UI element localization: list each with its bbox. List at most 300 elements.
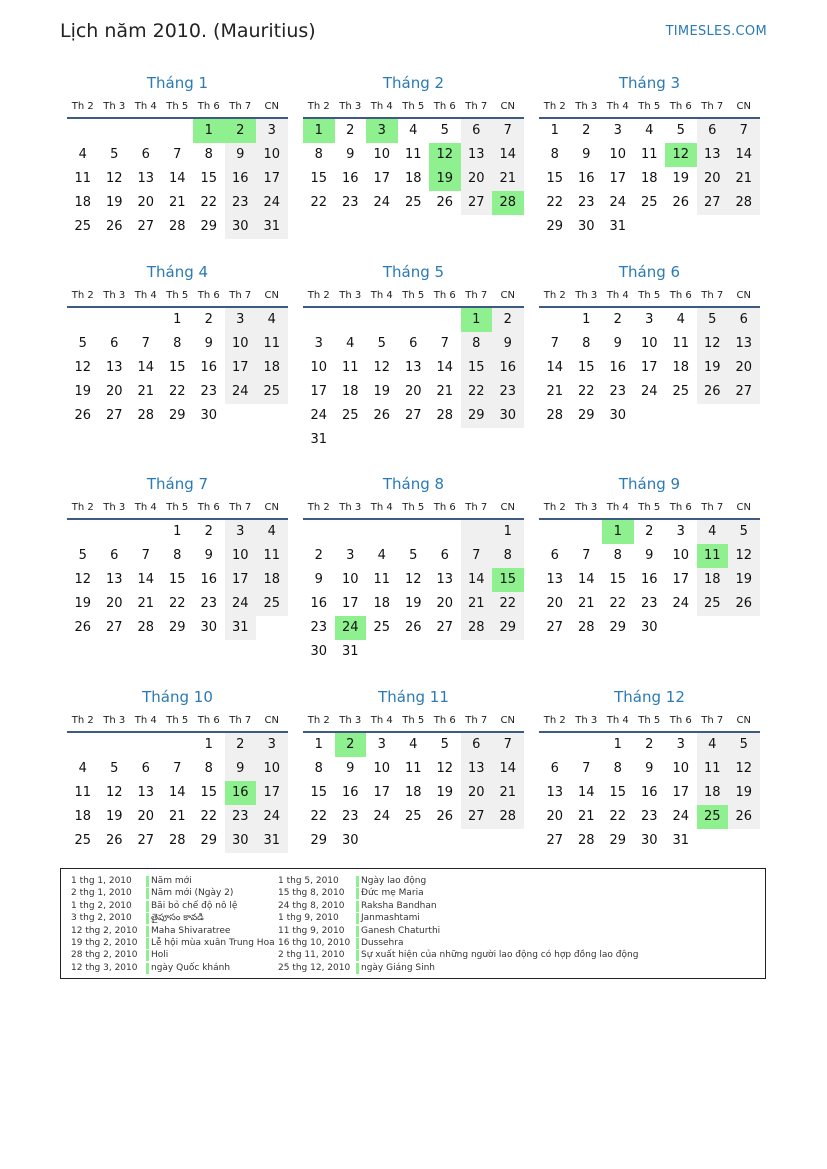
day-cell[interactable]: 10: [373, 147, 391, 162]
day-cell[interactable]: 22: [609, 809, 627, 824]
day-cell[interactable]: 20: [697, 167, 729, 191]
day-cell[interactable]: 13: [728, 332, 760, 356]
day-cell[interactable]: 26: [105, 219, 123, 234]
day-cell[interactable]: 24: [256, 805, 288, 829]
day-cell[interactable]: 8: [173, 548, 182, 563]
day-cell[interactable]: 18: [404, 171, 422, 186]
day-cell[interactable]: 12: [697, 332, 729, 356]
day-cell[interactable]: 16: [200, 572, 218, 587]
day-cell[interactable]: 20: [137, 195, 155, 210]
day-cell[interactable]: 15: [577, 360, 595, 375]
day-cell[interactable]: 21: [436, 384, 454, 399]
day-cell[interactable]: 23: [225, 191, 257, 215]
day-cell[interactable]: 25: [341, 408, 359, 423]
day-cell[interactable]: 20: [546, 809, 564, 824]
day-cell[interactable]: 30: [200, 620, 218, 635]
day-cell[interactable]: 28: [137, 620, 155, 635]
day-cell[interactable]: 2: [645, 737, 654, 752]
day-cell[interactable]: 26: [74, 408, 92, 423]
day-cell[interactable]: 6: [697, 119, 729, 143]
day-cell[interactable]: 26: [373, 408, 391, 423]
day-cell[interactable]: 11: [697, 757, 729, 781]
day-cell[interactable]: 2: [492, 308, 524, 332]
day-cell[interactable]: 3: [256, 119, 288, 143]
holiday-day-cell[interactable]: 1: [303, 119, 335, 143]
day-cell[interactable]: 25: [640, 195, 658, 210]
day-cell[interactable]: 13: [105, 360, 123, 375]
day-cell[interactable]: 19: [728, 781, 760, 805]
day-cell[interactable]: 1: [582, 312, 591, 327]
day-cell[interactable]: 24: [609, 195, 627, 210]
day-cell[interactable]: 5: [728, 520, 760, 544]
day-cell[interactable]: 21: [492, 781, 524, 805]
day-cell[interactable]: 17: [256, 781, 288, 805]
day-cell[interactable]: 29: [461, 404, 493, 428]
day-cell[interactable]: 12: [728, 544, 760, 568]
day-cell[interactable]: 15: [168, 572, 186, 587]
day-cell[interactable]: 4: [377, 548, 386, 563]
day-cell[interactable]: 18: [341, 384, 359, 399]
day-cell[interactable]: 2: [613, 312, 622, 327]
day-cell[interactable]: 17: [373, 171, 391, 186]
day-cell[interactable]: 31: [256, 829, 288, 853]
day-cell[interactable]: 26: [436, 195, 454, 210]
day-cell[interactable]: 15: [310, 171, 328, 186]
day-cell[interactable]: 2: [582, 123, 591, 138]
day-cell[interactable]: 8: [461, 332, 493, 356]
day-cell[interactable]: 28: [137, 408, 155, 423]
day-cell[interactable]: 5: [78, 548, 87, 563]
day-cell[interactable]: 5: [377, 336, 386, 351]
day-cell[interactable]: 30: [577, 219, 595, 234]
day-cell[interactable]: 14: [137, 360, 155, 375]
day-cell[interactable]: 24: [310, 408, 328, 423]
day-cell[interactable]: 17: [672, 572, 690, 587]
day-cell[interactable]: 23: [200, 596, 218, 611]
day-cell[interactable]: 11: [404, 147, 422, 162]
day-cell[interactable]: 9: [346, 761, 355, 776]
day-cell[interactable]: 26: [728, 592, 760, 616]
day-cell[interactable]: 23: [577, 195, 595, 210]
day-cell[interactable]: 26: [74, 620, 92, 635]
day-cell[interactable]: 6: [461, 733, 493, 757]
day-cell[interactable]: 21: [461, 592, 493, 616]
day-cell[interactable]: 24: [640, 384, 658, 399]
day-cell[interactable]: 16: [577, 171, 595, 186]
holiday-day-cell[interactable]: 28: [492, 191, 524, 215]
day-cell[interactable]: 11: [640, 147, 658, 162]
day-cell[interactable]: 27: [404, 408, 422, 423]
day-cell[interactable]: 13: [697, 143, 729, 167]
day-cell[interactable]: 9: [225, 143, 257, 167]
day-cell[interactable]: 18: [697, 568, 729, 592]
day-cell[interactable]: 22: [168, 596, 186, 611]
day-cell[interactable]: 27: [436, 620, 454, 635]
day-cell[interactable]: 8: [314, 147, 323, 162]
day-cell[interactable]: 24: [672, 596, 690, 611]
day-cell[interactable]: 16: [609, 360, 627, 375]
day-cell[interactable]: 20: [105, 384, 123, 399]
day-cell[interactable]: 28: [168, 833, 186, 848]
day-cell[interactable]: 8: [613, 548, 622, 563]
day-cell[interactable]: 7: [461, 544, 493, 568]
day-cell[interactable]: 10: [256, 757, 288, 781]
day-cell[interactable]: 6: [550, 548, 559, 563]
day-cell[interactable]: 1: [492, 520, 524, 544]
day-cell[interactable]: 9: [492, 332, 524, 356]
day-cell[interactable]: 29: [609, 620, 627, 635]
day-cell[interactable]: 29: [577, 408, 595, 423]
holiday-day-cell[interactable]: 1: [193, 119, 225, 143]
day-cell[interactable]: 16: [492, 356, 524, 380]
day-cell[interactable]: 30: [225, 829, 257, 853]
day-cell[interactable]: 4: [78, 761, 87, 776]
day-cell[interactable]: 7: [728, 119, 760, 143]
day-cell[interactable]: 30: [492, 404, 524, 428]
day-cell[interactable]: 28: [461, 616, 493, 640]
day-cell[interactable]: 25: [74, 219, 92, 234]
day-cell[interactable]: 9: [346, 147, 355, 162]
day-cell[interactable]: 26: [672, 195, 690, 210]
day-cell[interactable]: 27: [697, 191, 729, 215]
day-cell[interactable]: 22: [200, 809, 218, 824]
day-cell[interactable]: 27: [728, 380, 760, 404]
day-cell[interactable]: 3: [676, 524, 685, 539]
day-cell[interactable]: 24: [225, 592, 257, 616]
day-cell[interactable]: 20: [137, 809, 155, 824]
day-cell[interactable]: 16: [310, 596, 328, 611]
day-cell[interactable]: 4: [697, 520, 729, 544]
day-cell[interactable]: 12: [728, 757, 760, 781]
day-cell[interactable]: 9: [645, 761, 654, 776]
holiday-day-cell[interactable]: 19: [429, 167, 461, 191]
day-cell[interactable]: 10: [225, 332, 257, 356]
day-cell[interactable]: 25: [373, 620, 391, 635]
day-cell[interactable]: 18: [74, 809, 92, 824]
day-cell[interactable]: 26: [728, 805, 760, 829]
day-cell[interactable]: 23: [640, 596, 658, 611]
day-cell[interactable]: 14: [137, 572, 155, 587]
day-cell[interactable]: 22: [200, 195, 218, 210]
day-cell[interactable]: 14: [577, 572, 595, 587]
day-cell[interactable]: 12: [74, 572, 92, 587]
day-cell[interactable]: 24: [256, 191, 288, 215]
day-cell[interactable]: 6: [550, 761, 559, 776]
day-cell[interactable]: 25: [256, 592, 288, 616]
day-cell[interactable]: 25: [404, 195, 422, 210]
day-cell[interactable]: 22: [310, 809, 328, 824]
day-cell[interactable]: 14: [436, 360, 454, 375]
day-cell[interactable]: 17: [341, 596, 359, 611]
day-cell[interactable]: 7: [173, 147, 182, 162]
day-cell[interactable]: 29: [200, 219, 218, 234]
day-cell[interactable]: 15: [168, 360, 186, 375]
day-cell[interactable]: 12: [74, 360, 92, 375]
day-cell[interactable]: 29: [609, 833, 627, 848]
day-cell[interactable]: 3: [256, 733, 288, 757]
day-cell[interactable]: 20: [461, 167, 493, 191]
day-cell[interactable]: 5: [110, 147, 119, 162]
day-cell[interactable]: 5: [440, 123, 449, 138]
day-cell[interactable]: 4: [346, 336, 355, 351]
day-cell[interactable]: 8: [613, 761, 622, 776]
day-cell[interactable]: 31: [672, 833, 690, 848]
day-cell[interactable]: 27: [546, 833, 564, 848]
day-cell[interactable]: 28: [436, 408, 454, 423]
day-cell[interactable]: 1: [314, 737, 323, 752]
day-cell[interactable]: 7: [492, 119, 524, 143]
day-cell[interactable]: 23: [310, 620, 328, 635]
day-cell[interactable]: 7: [492, 733, 524, 757]
day-cell[interactable]: 11: [256, 544, 288, 568]
day-cell[interactable]: 5: [676, 123, 685, 138]
day-cell[interactable]: 20: [436, 596, 454, 611]
day-cell[interactable]: 19: [373, 384, 391, 399]
day-cell[interactable]: 21: [168, 809, 186, 824]
holiday-day-cell[interactable]: 3: [366, 119, 398, 143]
day-cell[interactable]: 17: [672, 785, 690, 800]
day-cell[interactable]: 11: [74, 785, 92, 800]
day-cell[interactable]: 3: [225, 308, 257, 332]
day-cell[interactable]: 21: [728, 167, 760, 191]
day-cell[interactable]: 8: [492, 544, 524, 568]
day-cell[interactable]: 2: [645, 524, 654, 539]
day-cell[interactable]: 11: [341, 360, 359, 375]
day-cell[interactable]: 5: [697, 308, 729, 332]
day-cell[interactable]: 7: [141, 548, 150, 563]
day-cell[interactable]: 8: [204, 147, 213, 162]
day-cell[interactable]: 27: [137, 219, 155, 234]
day-cell[interactable]: 19: [697, 356, 729, 380]
day-cell[interactable]: 19: [74, 596, 92, 611]
day-cell[interactable]: 24: [672, 809, 690, 824]
day-cell[interactable]: 7: [173, 761, 182, 776]
day-cell[interactable]: 11: [404, 761, 422, 776]
holiday-day-cell[interactable]: 1: [602, 520, 634, 544]
day-cell[interactable]: 28: [728, 191, 760, 215]
day-cell[interactable]: 9: [225, 757, 257, 781]
day-cell[interactable]: 16: [341, 785, 359, 800]
day-cell[interactable]: 6: [409, 336, 418, 351]
day-cell[interactable]: 8: [204, 761, 213, 776]
day-cell[interactable]: 13: [404, 360, 422, 375]
day-cell[interactable]: 1: [173, 312, 182, 327]
day-cell[interactable]: 9: [645, 548, 654, 563]
day-cell[interactable]: 20: [105, 596, 123, 611]
day-cell[interactable]: 12: [373, 360, 391, 375]
day-cell[interactable]: 3: [645, 312, 654, 327]
day-cell[interactable]: 4: [645, 123, 654, 138]
day-cell[interactable]: 13: [105, 572, 123, 587]
day-cell[interactable]: 22: [461, 380, 493, 404]
holiday-day-cell[interactable]: 24: [335, 616, 367, 640]
day-cell[interactable]: 2: [204, 524, 213, 539]
day-cell[interactable]: 6: [110, 336, 119, 351]
day-cell[interactable]: 15: [200, 171, 218, 186]
day-cell[interactable]: 11: [373, 572, 391, 587]
day-cell[interactable]: 25: [404, 809, 422, 824]
day-cell[interactable]: 5: [409, 548, 418, 563]
day-cell[interactable]: 4: [409, 737, 418, 752]
day-cell[interactable]: 6: [141, 761, 150, 776]
day-cell[interactable]: 31: [310, 432, 328, 447]
day-cell[interactable]: 8: [550, 147, 559, 162]
day-cell[interactable]: 6: [110, 548, 119, 563]
day-cell[interactable]: 7: [141, 336, 150, 351]
day-cell[interactable]: 5: [728, 733, 760, 757]
day-cell[interactable]: 20: [404, 384, 422, 399]
day-cell[interactable]: 6: [728, 308, 760, 332]
day-cell[interactable]: 8: [314, 761, 323, 776]
day-cell[interactable]: 13: [436, 572, 454, 587]
day-cell[interactable]: 19: [672, 171, 690, 186]
day-cell[interactable]: 16: [341, 171, 359, 186]
day-cell[interactable]: 25: [672, 384, 690, 399]
day-cell[interactable]: 5: [440, 737, 449, 752]
day-cell[interactable]: 2: [346, 123, 355, 138]
holiday-day-cell[interactable]: 12: [429, 143, 461, 167]
day-cell[interactable]: 14: [492, 143, 524, 167]
day-cell[interactable]: 24: [225, 380, 257, 404]
day-cell[interactable]: 27: [137, 833, 155, 848]
day-cell[interactable]: 9: [314, 572, 323, 587]
day-cell[interactable]: 3: [314, 336, 323, 351]
day-cell[interactable]: 13: [546, 572, 564, 587]
day-cell[interactable]: 22: [168, 384, 186, 399]
day-cell[interactable]: 6: [461, 119, 493, 143]
day-cell[interactable]: 30: [609, 408, 627, 423]
holiday-day-cell[interactable]: 1: [461, 308, 493, 332]
day-cell[interactable]: 27: [461, 805, 493, 829]
day-cell[interactable]: 8: [582, 336, 591, 351]
day-cell[interactable]: 22: [310, 195, 328, 210]
day-cell[interactable]: 27: [546, 620, 564, 635]
day-cell[interactable]: 5: [78, 336, 87, 351]
day-cell[interactable]: 25: [256, 380, 288, 404]
day-cell[interactable]: 19: [105, 195, 123, 210]
day-cell[interactable]: 3: [377, 737, 386, 752]
day-cell[interactable]: 1: [204, 737, 213, 752]
day-cell[interactable]: 16: [640, 572, 658, 587]
day-cell[interactable]: 24: [373, 809, 391, 824]
day-cell[interactable]: 7: [440, 336, 449, 351]
day-cell[interactable]: 23: [640, 809, 658, 824]
day-cell[interactable]: 14: [168, 171, 186, 186]
day-cell[interactable]: 18: [672, 360, 690, 375]
day-cell[interactable]: 23: [225, 805, 257, 829]
day-cell[interactable]: 18: [373, 596, 391, 611]
day-cell[interactable]: 22: [609, 596, 627, 611]
day-cell[interactable]: 4: [409, 123, 418, 138]
day-cell[interactable]: 10: [609, 147, 627, 162]
holiday-day-cell[interactable]: 16: [225, 781, 257, 805]
day-cell[interactable]: 23: [341, 809, 359, 824]
day-cell[interactable]: 15: [461, 356, 493, 380]
day-cell[interactable]: 10: [640, 336, 658, 351]
day-cell[interactable]: 30: [225, 215, 257, 239]
day-cell[interactable]: 11: [672, 336, 690, 351]
day-cell[interactable]: 22: [546, 195, 564, 210]
day-cell[interactable]: 15: [310, 785, 328, 800]
day-cell[interactable]: 27: [461, 191, 493, 215]
day-cell[interactable]: 14: [577, 785, 595, 800]
day-cell[interactable]: 27: [105, 408, 123, 423]
day-cell[interactable]: 9: [582, 147, 591, 162]
day-cell[interactable]: 11: [256, 332, 288, 356]
day-cell[interactable]: 4: [78, 147, 87, 162]
day-cell[interactable]: 15: [546, 171, 564, 186]
day-cell[interactable]: 29: [310, 833, 328, 848]
day-cell[interactable]: 3: [613, 123, 622, 138]
day-cell[interactable]: 19: [728, 568, 760, 592]
day-cell[interactable]: 21: [492, 167, 524, 191]
day-cell[interactable]: 16: [200, 360, 218, 375]
day-cell[interactable]: 10: [672, 548, 690, 563]
holiday-day-cell[interactable]: 2: [225, 119, 257, 143]
day-cell[interactable]: 22: [492, 592, 524, 616]
day-cell[interactable]: 4: [676, 312, 685, 327]
day-cell[interactable]: 5: [110, 761, 119, 776]
day-cell[interactable]: 31: [341, 644, 359, 659]
holiday-day-cell[interactable]: 15: [492, 568, 524, 592]
day-cell[interactable]: 13: [137, 171, 155, 186]
day-cell[interactable]: 16: [225, 167, 257, 191]
day-cell[interactable]: 1: [550, 123, 559, 138]
day-cell[interactable]: 7: [550, 336, 559, 351]
day-cell[interactable]: 19: [105, 809, 123, 824]
day-cell[interactable]: 18: [640, 171, 658, 186]
day-cell[interactable]: 7: [582, 761, 591, 776]
day-cell[interactable]: 18: [256, 356, 288, 380]
day-cell[interactable]: 9: [613, 336, 622, 351]
holiday-day-cell[interactable]: 11: [697, 544, 729, 568]
day-cell[interactable]: 9: [204, 336, 213, 351]
day-cell[interactable]: 22: [577, 384, 595, 399]
day-cell[interactable]: 18: [256, 568, 288, 592]
day-cell[interactable]: 8: [173, 336, 182, 351]
day-cell[interactable]: 10: [256, 143, 288, 167]
day-cell[interactable]: 1: [173, 524, 182, 539]
day-cell[interactable]: 30: [310, 644, 328, 659]
day-cell[interactable]: 10: [341, 572, 359, 587]
day-cell[interactable]: 3: [676, 737, 685, 752]
day-cell[interactable]: 19: [74, 384, 92, 399]
day-cell[interactable]: 1: [613, 737, 622, 752]
day-cell[interactable]: 24: [373, 195, 391, 210]
day-cell[interactable]: 29: [168, 408, 186, 423]
day-cell[interactable]: 28: [577, 620, 595, 635]
day-cell[interactable]: 16: [640, 785, 658, 800]
day-cell[interactable]: 19: [436, 785, 454, 800]
day-cell[interactable]: 6: [141, 147, 150, 162]
day-cell[interactable]: 30: [200, 408, 218, 423]
day-cell[interactable]: 21: [137, 384, 155, 399]
day-cell[interactable]: 17: [373, 785, 391, 800]
day-cell[interactable]: 28: [492, 805, 524, 829]
day-cell[interactable]: 29: [492, 616, 524, 640]
day-cell[interactable]: 29: [200, 833, 218, 848]
day-cell[interactable]: 21: [137, 596, 155, 611]
day-cell[interactable]: 2: [225, 733, 257, 757]
day-cell[interactable]: 29: [546, 219, 564, 234]
day-cell[interactable]: 20: [546, 596, 564, 611]
day-cell[interactable]: 23: [492, 380, 524, 404]
day-cell[interactable]: 21: [168, 195, 186, 210]
day-cell[interactable]: 26: [436, 809, 454, 824]
day-cell[interactable]: 28: [168, 219, 186, 234]
day-cell[interactable]: 13: [461, 757, 493, 781]
day-cell[interactable]: 17: [225, 568, 257, 592]
